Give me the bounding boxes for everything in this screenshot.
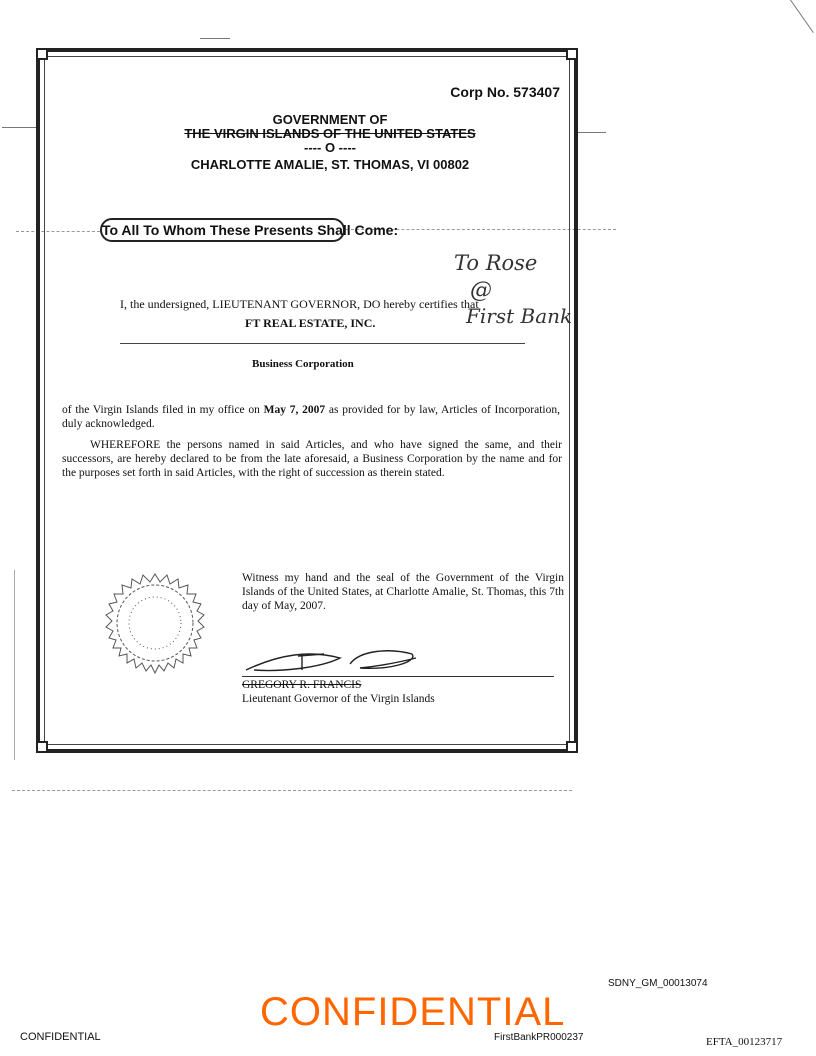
witness-statement: Witness my hand and the seal of the Government of the Virgin Islands of the United States, at Charlotte Amalie, St. Thomas, this 7th day of May, 2007. bbox=[242, 572, 564, 612]
title-separator: ---- O ---- bbox=[304, 140, 356, 155]
wherefore-text: WHEREFORE the persons named in said Articles, and who have signed the same, and their successors, are hereby declared to be from the late aforesaid, a Business Corporation by the name and for the purposes set forth in said Articles, with the right of succession as therein stated. bbox=[62, 439, 562, 479]
signer-name: GREGORY R. FRANCIS bbox=[242, 679, 362, 691]
handwritten-note-line3: First Bank bbox=[466, 304, 573, 328]
filing-text-b: as provided for by law, Articles of Incorporation, duly acknowledged. bbox=[62, 404, 560, 430]
scan-artifact-corner-line bbox=[790, 0, 814, 33]
seal-serrated-edge bbox=[106, 574, 204, 673]
scan-artifact-top-curve bbox=[200, 38, 230, 39]
confidential-stamp: CONFIDENTIAL bbox=[260, 990, 566, 1034]
filing-date: May 7, 2007 bbox=[263, 404, 326, 416]
seal-center-ring bbox=[129, 597, 181, 649]
certify-statement: I, the undersigned, LIEUTENANT GOVERNOR, DO hereby certifies that bbox=[120, 297, 479, 311]
frame-corner-top-right bbox=[566, 48, 578, 60]
scan-artifact-left-line bbox=[2, 127, 38, 128]
filing-text-a: of the Virgin Islands filed in my office on bbox=[62, 404, 260, 416]
frame-corner-bottom-left bbox=[36, 741, 48, 753]
scan-artifact-bottom-line bbox=[12, 790, 572, 791]
filing-paragraph bbox=[62, 403, 560, 431]
handwritten-note-line2: @ bbox=[470, 278, 492, 303]
business-type: Business Corporation bbox=[252, 358, 354, 370]
efta-number: EFTA_00123717 bbox=[706, 1036, 783, 1048]
government-address: CHARLOTTE AMALIE, ST. THOMAS, VI 00802 bbox=[190, 157, 470, 172]
signer-block bbox=[242, 678, 435, 706]
signature-line bbox=[242, 676, 554, 677]
seal-inner-ring bbox=[117, 585, 193, 661]
company-underline bbox=[120, 343, 525, 344]
corp-number: Corp No. 573407 bbox=[450, 84, 560, 100]
scan-artifact-right-line bbox=[578, 132, 606, 133]
bates-firstbank: FirstBankPR000237 bbox=[494, 1032, 584, 1043]
presents-banner: To All To Whom These Presents Shall Come: bbox=[100, 218, 345, 242]
wherefore-paragraph bbox=[62, 438, 562, 480]
government-title: GOVERNMENT OF bbox=[272, 112, 388, 127]
company-name: FT REAL ESTATE, INC. bbox=[245, 316, 376, 330]
signer-title: Lieutenant Governor of the Virgin Islands bbox=[242, 693, 435, 705]
scan-artifact-margin-line bbox=[14, 570, 15, 760]
government-name: THE VIRGIN ISLANDS OF THE UNITED STATES bbox=[184, 126, 476, 141]
government-seal bbox=[80, 548, 230, 698]
frame-corner-top-left bbox=[36, 48, 48, 60]
bates-sdny: SDNY_GM_00013074 bbox=[608, 978, 708, 989]
confidential-left-label: CONFIDENTIAL bbox=[20, 1031, 101, 1043]
frame-corner-bottom-right bbox=[566, 741, 578, 753]
handwritten-signature bbox=[240, 640, 430, 680]
handwritten-note-line1: To Rose bbox=[454, 251, 538, 275]
